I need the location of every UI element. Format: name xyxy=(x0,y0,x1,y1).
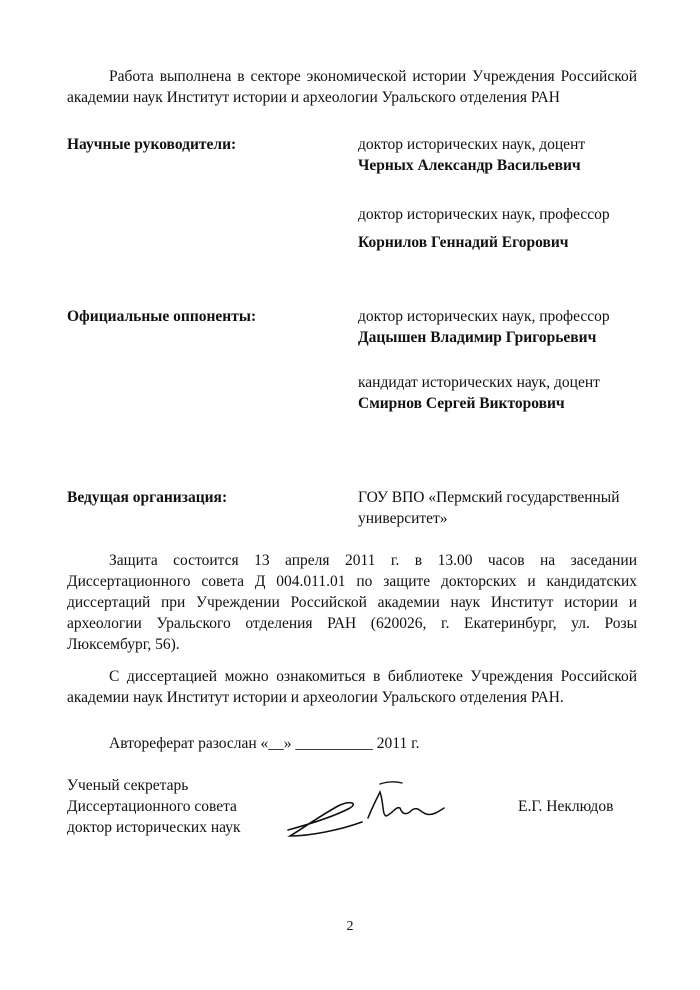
opponent-2-title: кандидат исторических наук, доцент xyxy=(358,374,600,391)
supervisor-1-title: доктор исторических наук, доцент xyxy=(358,136,586,153)
opponents-label: Официальные оппоненты: xyxy=(67,308,257,325)
lead-org-value xyxy=(358,487,648,529)
supervisor-1-name: Черных Александр Васильевич xyxy=(358,157,581,174)
opponent-2 xyxy=(358,372,648,414)
opponent-2-name: Смирнов Сергей Викторович xyxy=(358,395,565,412)
supervisor-2-title: доктор исторических наук, профессор xyxy=(358,206,610,223)
opponent-1 xyxy=(358,306,648,348)
dispatch-line: Автореферат разослан «__» __________ 2011 г. xyxy=(109,735,420,752)
secretary-line-2: Диссертационного совета xyxy=(67,798,237,815)
handwritten-signature xyxy=(280,778,480,848)
lead-org-line-2: университет» xyxy=(358,510,448,527)
opponent-1-title: доктор исторических наук, профессор xyxy=(358,308,610,325)
supervisor-2 xyxy=(358,204,648,253)
opponent-1-name: Дацышен Владимир Григорьевич xyxy=(358,329,597,346)
page-number: 2 xyxy=(346,919,354,934)
supervisor-1 xyxy=(358,134,648,176)
secretary-name: Е.Г. Неклюдов xyxy=(518,798,614,815)
secretary-line-3: доктор исторических наук xyxy=(67,819,241,836)
secretary-line-1: Ученый секретарь xyxy=(67,777,189,794)
supervisor-2-name: Корнилов Геннадий Егорович xyxy=(358,234,569,251)
supervisors-label: Научные руководители: xyxy=(67,136,237,153)
intro-paragraph: Работа выполнена в секторе экономической истории Учреждения Российской академии наук Институт истории и археологии Уральского отделения РАН xyxy=(67,68,637,106)
lead-org-label: Ведущая организация: xyxy=(67,489,228,506)
library-paragraph: С диссертацией можно ознакомиться в библиотеке Учреждения Российской академии наук Институт истории и археологии Уральского отделения РАН. xyxy=(67,668,637,706)
lead-org-line-1: ГОУ ВПО «Пермский государственный xyxy=(358,489,620,506)
defense-paragraph: Защита состоится 13 апреля 2011 г. в 13.00 часов на заседании Диссертационного совета Д 004.011.01 по защите докторских и кандидатских диссертаций при Учреждении Российской академии наук Институт истории и археологии Уральского отделения РАН (620026, г. Екатеринбург, ул. Розы Люксембург, 56). xyxy=(67,552,637,653)
